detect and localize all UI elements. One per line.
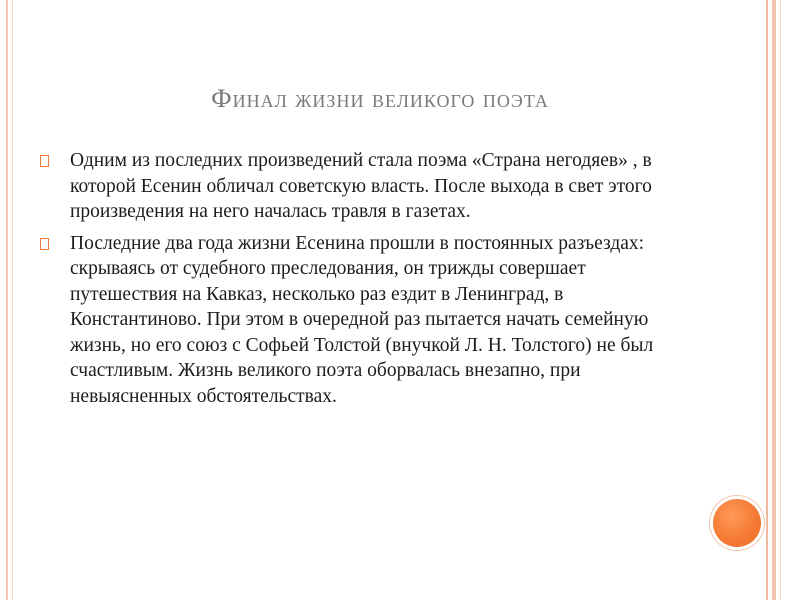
bullet-square-icon xyxy=(40,238,49,250)
list-item xyxy=(40,148,680,225)
bullet-list xyxy=(40,148,680,415)
left-decor-line xyxy=(6,0,8,600)
list-item xyxy=(40,231,680,410)
right-decor-line-thin xyxy=(780,0,781,600)
slide-title: Финал жизни великого поэта xyxy=(211,84,549,113)
bullet-text: Последние два года жизни Есенина прошли в постоянных разъездах: скрываясь от судебного преследования, он трижды совершает путешествия на Кавказ, несколько раз ездит в Ленинград, в Константиново. При этом в очередной раз пытается начать семейную жизнь, но его союз с Софьей Толстой (внучкой Л. Н. Толстого) не был счастливым. Жизнь великого поэта оборвалась внезапно, при невыясненных обстоятельствах. xyxy=(70,232,654,407)
right-decor-line-thick xyxy=(772,0,776,600)
bullet-text: Одним из последних произведений стала поэма «Страна негодяев» , в которой Есенин обличал советскую власть. После выхода в свет этого произведения на него началась травля в газетах. xyxy=(70,150,652,222)
right-decor-line xyxy=(766,0,768,600)
left-decor-line-thin xyxy=(12,0,13,600)
orange-circle-decor xyxy=(713,499,761,547)
bullet-square-icon xyxy=(40,155,49,167)
